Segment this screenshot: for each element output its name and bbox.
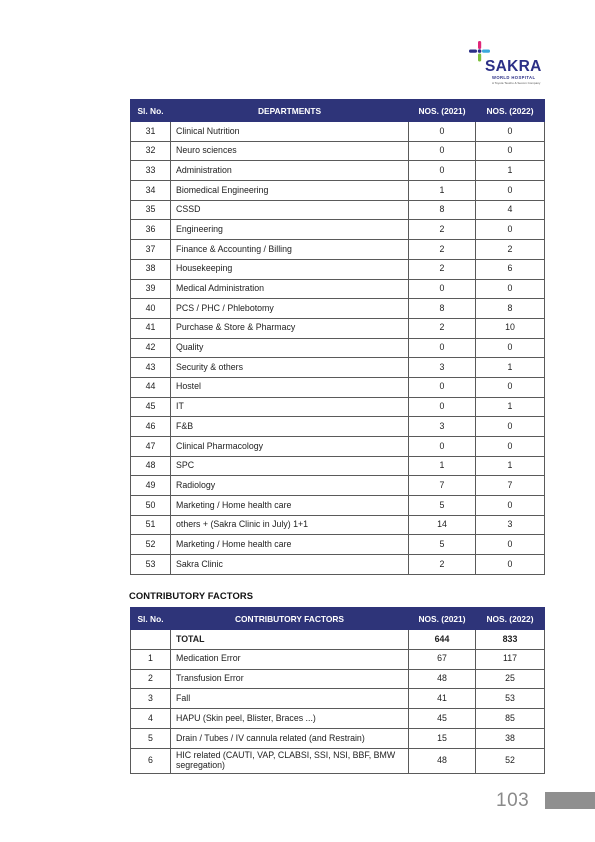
cell-nos-2022: 0: [476, 417, 545, 437]
header-contributory-factors: CONTRIBUTORY FACTORS: [171, 608, 409, 630]
cell-sl-no: 4: [131, 709, 171, 729]
cell-sl-no: 1: [131, 649, 171, 669]
table-row: [131, 417, 545, 437]
cell-label: HAPU (Skin peel, Blister, Braces ...): [171, 709, 409, 729]
cell-nos-2021: 14: [409, 515, 476, 535]
logo-tagline: A Toyota Tsusho & Secom Company: [492, 81, 541, 85]
cell-nos-2022: 0: [476, 220, 545, 240]
cell-nos-2021: 2: [409, 259, 476, 279]
header-nos-2022: NOS. (2022): [476, 100, 545, 122]
cell-nos-2022: 1: [476, 161, 545, 181]
cell-nos-2022: 0: [476, 338, 545, 358]
table-row: [131, 220, 545, 240]
table-row: [131, 456, 545, 476]
cell-sl-no: 38: [131, 259, 171, 279]
departments-table: [130, 99, 545, 575]
header-departments: DEPARTMENTS: [171, 100, 409, 122]
cell-sl-no: 47: [131, 437, 171, 457]
cell-nos-2022: 8: [476, 299, 545, 319]
table-row: [131, 397, 545, 417]
cell-nos-2021: 7: [409, 476, 476, 496]
cell-label: Transfusion Error: [171, 669, 409, 689]
total-label: TOTAL: [171, 630, 409, 650]
cell-label: SPC: [171, 456, 409, 476]
cell-nos-2022: 1: [476, 358, 545, 378]
cell-label: Medical Administration: [171, 279, 409, 299]
cell-nos-2022: 0: [476, 535, 545, 555]
table-row: [131, 555, 545, 575]
table-row: [131, 709, 545, 729]
cell-nos-2021: 2: [409, 220, 476, 240]
table-row: [131, 318, 545, 338]
cell-nos-2021: 2: [409, 318, 476, 338]
cell-label: Marketing / Home health care: [171, 496, 409, 516]
cell-sl-no: 41: [131, 318, 171, 338]
cell-sl-no: 31: [131, 122, 171, 142]
cell-nos-2021: 1: [409, 456, 476, 476]
cell-nos-2022: 0: [476, 555, 545, 575]
cell-nos-2022: 10: [476, 318, 545, 338]
cell-nos-2022: 53: [476, 689, 545, 709]
cell-nos-2021: 2: [409, 240, 476, 260]
cell-nos-2021: 0: [409, 437, 476, 457]
cell-sl-no: 2: [131, 669, 171, 689]
cell-nos-2022: 3: [476, 515, 545, 535]
cell-sl-no: 33: [131, 161, 171, 181]
cell-nos-2021: 5: [409, 496, 476, 516]
cell-sl-no: 44: [131, 377, 171, 397]
cell-nos-2022: 0: [476, 437, 545, 457]
cell-label: HIC related (CAUTI, VAP, CLABSI, SSI, NSI, BBF, BMW segregation): [171, 748, 409, 773]
total-row: [131, 630, 545, 650]
cell-label: Clinical Nutrition: [171, 122, 409, 142]
cell-label: Housekeeping: [171, 259, 409, 279]
table-row: [131, 748, 545, 773]
header-nos-2021: NOS. (2021): [409, 100, 476, 122]
cell-sl-no: 42: [131, 338, 171, 358]
cell-nos-2021: 0: [409, 279, 476, 299]
cell-nos-2022: 0: [476, 377, 545, 397]
cell-sl-no: 3: [131, 689, 171, 709]
cell-sl-no: 39: [131, 279, 171, 299]
cell-nos-2021: 0: [409, 377, 476, 397]
cell-nos-2021: 2: [409, 555, 476, 575]
header-nos-2022: NOS. (2022): [476, 608, 545, 630]
cell-label: CSSD: [171, 200, 409, 220]
cell-nos-2022: 25: [476, 669, 545, 689]
cell-label: Clinical Pharmacology: [171, 437, 409, 457]
cell-nos-2021: 15: [409, 728, 476, 748]
cell-label: Quality: [171, 338, 409, 358]
cell-nos-2022: 1: [476, 397, 545, 417]
cell-nos-2021: 0: [409, 338, 476, 358]
cell-nos-2022: 85: [476, 709, 545, 729]
table-row: [131, 122, 545, 142]
cell-nos-2021: 0: [409, 122, 476, 142]
table-row: [131, 669, 545, 689]
cell-label: Neuro sciences: [171, 141, 409, 161]
cell-label: Purchase & Store & Pharmacy: [171, 318, 409, 338]
total-nos-2021: 644: [409, 630, 476, 650]
cell-nos-2022: 0: [476, 141, 545, 161]
table-row: [131, 338, 545, 358]
cell-nos-2021: 5: [409, 535, 476, 555]
cell-label: IT: [171, 397, 409, 417]
cell-label: Engineering: [171, 220, 409, 240]
cell-nos-2021: 67: [409, 649, 476, 669]
cell-nos-2021: 0: [409, 141, 476, 161]
table-row: [131, 515, 545, 535]
total-sl-no: [131, 630, 171, 650]
cell-sl-no: 48: [131, 456, 171, 476]
table-header-row: [131, 100, 545, 122]
cell-nos-2021: 1: [409, 181, 476, 201]
cell-label: F&B: [171, 417, 409, 437]
cell-sl-no: 40: [131, 299, 171, 319]
table-row: [131, 181, 545, 201]
header-sl-no: Sl. No.: [131, 100, 171, 122]
logo-subtitle: WORLD HOSPITAL: [492, 75, 536, 80]
cell-sl-no: 35: [131, 200, 171, 220]
cell-sl-no: 50: [131, 496, 171, 516]
cell-nos-2022: 4: [476, 200, 545, 220]
sakra-logo: [468, 40, 544, 85]
cell-label: Hostel: [171, 377, 409, 397]
cell-label: others + (Sakra Clinic in July) 1+1: [171, 515, 409, 535]
cell-nos-2022: 0: [476, 122, 545, 142]
cell-nos-2022: 2: [476, 240, 545, 260]
cell-nos-2022: 0: [476, 496, 545, 516]
table-row: [131, 377, 545, 397]
cell-label: Marketing / Home health care: [171, 535, 409, 555]
cell-label: Medication Error: [171, 649, 409, 669]
cell-sl-no: 46: [131, 417, 171, 437]
cell-sl-no: 32: [131, 141, 171, 161]
table-row: [131, 689, 545, 709]
table-row: [131, 299, 545, 319]
cell-nos-2021: 45: [409, 709, 476, 729]
table-row: [131, 728, 545, 748]
cell-label: Security & others: [171, 358, 409, 378]
cell-label: Finance & Accounting / Billing: [171, 240, 409, 260]
cell-nos-2022: 0: [476, 279, 545, 299]
table-row: [131, 240, 545, 260]
cell-label: Sakra Clinic: [171, 555, 409, 575]
cell-nos-2021: 8: [409, 200, 476, 220]
table-row: [131, 259, 545, 279]
cell-nos-2022: 0: [476, 181, 545, 201]
cell-label: Drain / Tubes / IV cannula related (and Restrain): [171, 728, 409, 748]
cell-nos-2022: 38: [476, 728, 545, 748]
cell-sl-no: 36: [131, 220, 171, 240]
cell-nos-2021: 48: [409, 669, 476, 689]
cell-sl-no: 51: [131, 515, 171, 535]
cell-sl-no: 43: [131, 358, 171, 378]
cell-label: Fall: [171, 689, 409, 709]
cell-label: Biomedical Engineering: [171, 181, 409, 201]
section-title: CONTRIBUTORY FACTORS: [129, 590, 254, 601]
cell-sl-no: 52: [131, 535, 171, 555]
cell-sl-no: 53: [131, 555, 171, 575]
cell-nos-2022: 52: [476, 748, 545, 773]
cell-sl-no: 45: [131, 397, 171, 417]
table-row: [131, 200, 545, 220]
table-row: [131, 279, 545, 299]
cell-label: PCS / PHC / Phlebotomy: [171, 299, 409, 319]
table-row: [131, 535, 545, 555]
contributory-factors-table: [130, 607, 545, 774]
page-number-bar: [545, 792, 595, 809]
cell-nos-2021: 8: [409, 299, 476, 319]
table-row: [131, 141, 545, 161]
page-number: 103: [496, 790, 530, 811]
cell-nos-2021: 48: [409, 748, 476, 773]
header-sl-no: Sl. No.: [131, 608, 171, 630]
cell-label: Radiology: [171, 476, 409, 496]
cell-nos-2021: 0: [409, 161, 476, 181]
total-nos-2022: 833: [476, 630, 545, 650]
table-row: [131, 649, 545, 669]
cell-label: Administration: [171, 161, 409, 181]
cell-nos-2022: 7: [476, 476, 545, 496]
cell-nos-2022: 1: [476, 456, 545, 476]
cell-sl-no: 34: [131, 181, 171, 201]
cell-nos-2021: 0: [409, 397, 476, 417]
header-nos-2021: NOS. (2021): [409, 608, 476, 630]
table-row: [131, 161, 545, 181]
table-row: [131, 358, 545, 378]
table-row: [131, 496, 545, 516]
cell-nos-2021: 3: [409, 358, 476, 378]
cell-nos-2022: 6: [476, 259, 545, 279]
logo-name: SAKRA: [485, 58, 542, 75]
table-row: [131, 476, 545, 496]
cell-nos-2022: 117: [476, 649, 545, 669]
cell-sl-no: 37: [131, 240, 171, 260]
departments-table-body: [131, 122, 545, 575]
cell-nos-2021: 3: [409, 417, 476, 437]
table-header-row: [131, 608, 545, 630]
cell-sl-no: 6: [131, 748, 171, 773]
table-row: [131, 437, 545, 457]
cell-sl-no: 49: [131, 476, 171, 496]
contributory-factors-table-body: [131, 630, 545, 774]
cell-nos-2021: 41: [409, 689, 476, 709]
cell-sl-no: 5: [131, 728, 171, 748]
